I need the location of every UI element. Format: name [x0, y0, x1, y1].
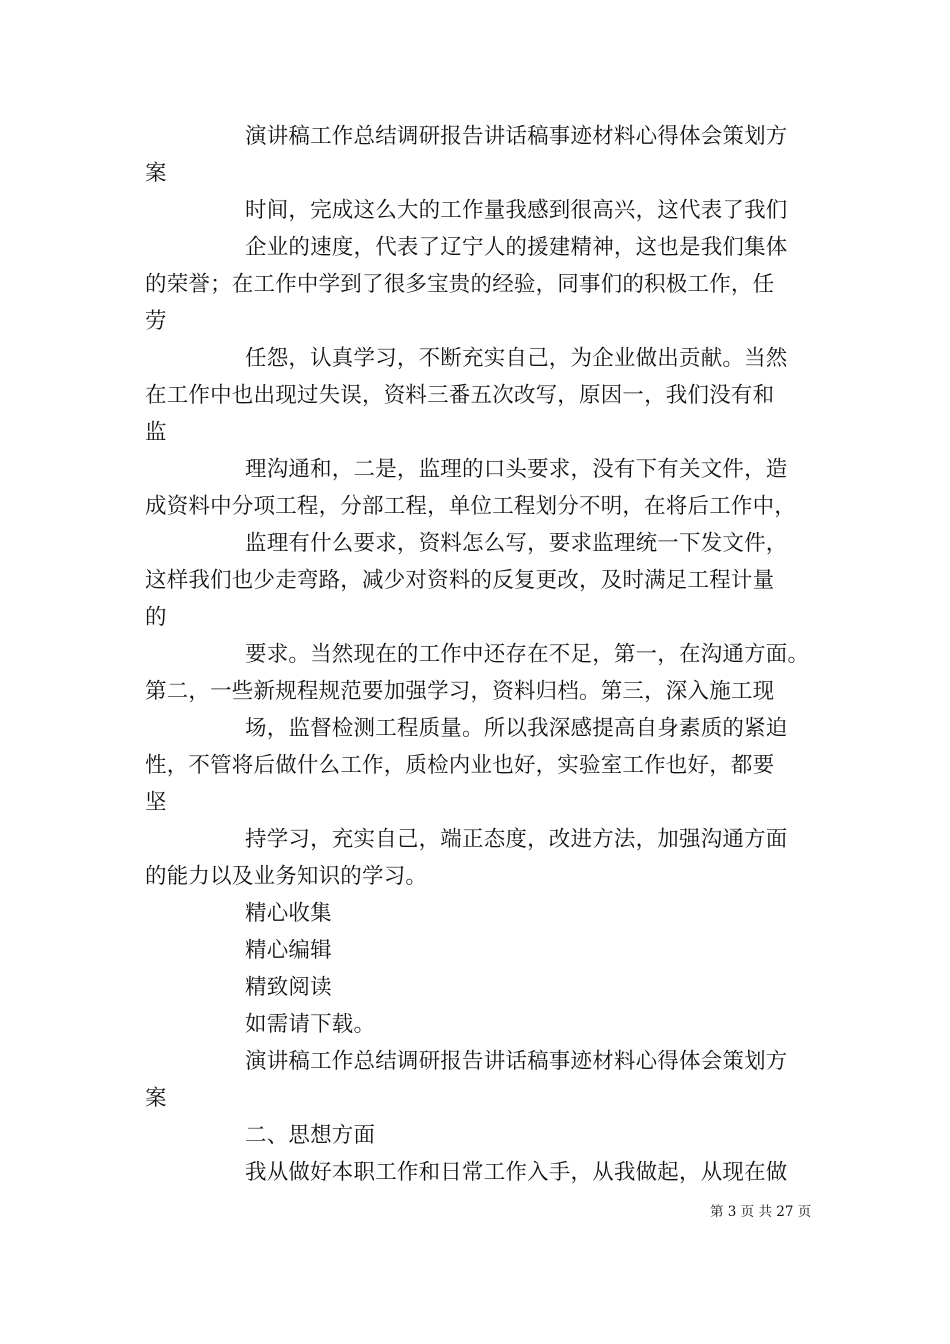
text-line: 监 [145, 420, 167, 445]
text-line: 案 [145, 161, 167, 186]
text-line: 性，不管将后做什么工作，质检内业也好，实验室工作也好，都要 [145, 753, 775, 778]
page-number-footer: 第 3 页 共 27 页 [710, 1204, 812, 1220]
text-line: 这样我们也少走弯路，减少对资料的反复更改，及时满足工程计量 [145, 568, 775, 593]
text-line: 时间，完成这么大的工作量我感到很高兴，这代表了我们 [245, 198, 788, 223]
text-line: 持学习，充实自己，端正态度，改进方法，加强沟通方面 [245, 827, 788, 852]
text-line: 要求。当然现在的工作中还存在不足，第一，在沟通方面。 [245, 642, 810, 667]
text-line: 的能力以及业务知识的学习。 [145, 864, 428, 889]
text-line: 我从做好本职工作和日常工作入手，从我做起，从现在做 [245, 1160, 788, 1185]
text-line: 精心收集 [245, 901, 332, 926]
text-line: 二、思想方面 [245, 1123, 376, 1148]
text-line: 精致阅读 [245, 975, 332, 1000]
text-line: 在工作中也出现过失误，资料三番五次改写，原因一，我们没有和 [145, 383, 775, 408]
text-line: 如需请下载。 [245, 1012, 376, 1037]
text-line: 坚 [145, 790, 167, 815]
text-line: 任怨，认真学习，不断充实自己，为企业做出贡献。当然 [245, 346, 788, 371]
text-line: 的 [145, 605, 167, 630]
text-line: 劳 [145, 309, 167, 334]
text-line: 理沟通和，二是，监理的口头要求，没有下有关文件，造 [245, 457, 788, 482]
text-line: 监理有什么要求，资料怎么写，要求监理统一下发文件， [245, 531, 788, 556]
text-line: 演讲稿工作总结调研报告讲话稿事迹材料心得体会策划方 [245, 124, 788, 149]
document-body [145, 118, 810, 1191]
text-line: 企业的速度，代表了辽宁人的援建精神，这也是我们集体 [245, 235, 788, 260]
text-line: 成资料中分项工程，分部工程，单位工程划分不明，在将后工作中， [145, 494, 797, 519]
text-line: 演讲稿工作总结调研报告讲话稿事迹材料心得体会策划方 [245, 1049, 788, 1074]
text-line: 第二，一些新规程规范要加强学习，资料归档。第三，深入施工现 [145, 679, 775, 704]
text-line: 场，监督检测工程质量。所以我深感提高自身素质的紧迫 [245, 716, 788, 741]
text-line: 精心编辑 [245, 938, 332, 963]
text-line: 案 [145, 1086, 167, 1111]
text-line: 的荣誉；在工作中学到了很多宝贵的经验，同事们的积极工作，任 [145, 272, 775, 297]
